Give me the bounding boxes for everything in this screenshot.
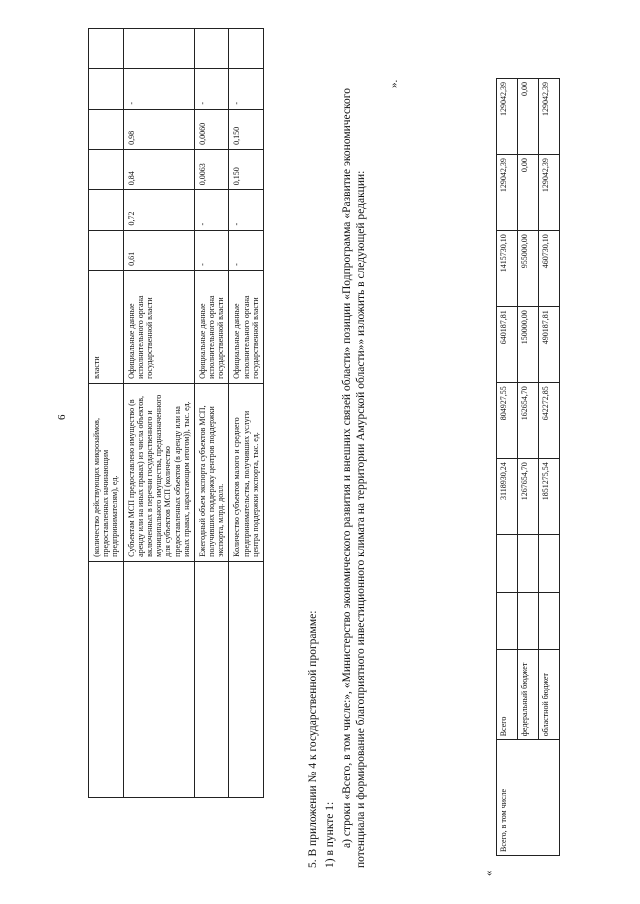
budget-value: 1851275,54 [539,459,560,535]
budget-value: 129042,39 [497,155,518,231]
indicator-value: - [194,230,229,270]
indicator-value [89,190,124,230]
indicator-value: - [229,190,264,230]
indicator-value: 0,0060 [194,109,229,149]
point-1-heading: 1) в пункте 1: [324,801,336,868]
empty-cell [497,592,518,649]
page-number: 6 [56,414,68,420]
budget-value: 640187,81 [497,307,518,383]
empty-cell [194,561,229,797]
indicator-value [89,69,124,109]
budget-value: 1415730,10 [497,231,518,307]
budget-category: федеральный бюджет [518,649,539,739]
indicator-source: Официальные данные исполнительного органа государственной власти [194,270,229,383]
indicator-value: - [194,190,229,230]
indicator-value [89,149,124,189]
budget-value: 642272,85 [539,383,560,459]
indicator-source: Официальные данные исполнительного органа государственной власти [229,270,264,383]
budget-row-label: Всего, в том числе [497,740,560,856]
indicator-value: 0,84 [123,149,194,189]
indicator-source: власти [89,270,124,383]
budget-value: 0,00 [518,79,539,155]
budget-value: 150000,00 [518,307,539,383]
indicator-value: 0,61 [123,230,194,270]
indicator-row [194,29,229,798]
indicator-row [229,29,264,798]
budget-value: 955000,00 [518,231,539,307]
budget-row [497,79,518,856]
indicator-value: - [229,69,264,109]
indicator-name: Субъектам МСП предоставлено имущество (в аренду или на иных правах) из числа объектов, включенных в перечни государственного и муниципального имущества, предназначенного для субъектов МСП (количество предоставленных объектов (в аренду или на иных правах, нарастающим итогом)), тыс. ед. [123,383,194,561]
indicator-value: 0,150 [229,109,264,149]
indicator-value [89,230,124,270]
section-5-heading: 5. В приложении № 4 к государственной программе: [307,610,319,868]
empty-cell [518,535,539,592]
closing-quote: ». [388,79,400,88]
indicator-value [89,109,124,149]
budget-value: 162654,70 [518,383,539,459]
budget-value: 1267654,70 [518,459,539,535]
budget-category: Всего [497,649,518,739]
indicator-value: 0,72 [123,190,194,230]
indicator-value: - [229,230,264,270]
budget-value: 129042,39 [539,79,560,155]
budget-value: 3118930,24 [497,459,518,535]
indicator-value: 0,98 [123,109,194,149]
empty-cell [229,561,264,797]
indicator-name: Количество субъектов малого и среднего предпринимательства, получивших услуги центра поддержки экспорта, тыс. ед. [229,383,264,561]
empty-cell [518,592,539,649]
indicator-row [89,29,124,798]
indicator-value [229,29,264,69]
opening-quote: « [483,870,495,876]
rotated-sheet [88,78,568,878]
budget-category: областной бюджет [539,649,560,739]
budget-value: 129042,39 [497,79,518,155]
indicators-table [88,28,264,798]
indicator-name: Ежегодный объем экспорта субъектов МСП, получивших поддержку центров поддержки экспорта, млрд. долл. [194,383,229,561]
indicator-value [194,29,229,69]
budget-value: 129042,39 [539,155,560,231]
budget-table [496,78,560,856]
empty-cell [89,561,124,797]
subpoint-a-text: а) строки «Всего, в том числе:», «Министерство экономического развития и внешних связей области» позиции «Подпрограмма «Развитие экономического потенциала и формирование благоприятного инвестиционного климата на территории Амурской области»» изложить в следующей редакции: [341,88,368,868]
indicator-row [123,29,194,798]
empty-cell [123,561,194,797]
indicator-value: - [123,69,194,109]
budget-value: 804927,55 [497,383,518,459]
budget-value: 460730,10 [539,231,560,307]
empty-cell [539,592,560,649]
budget-value: 0,00 [518,155,539,231]
indicator-value: 0,150 [229,149,264,189]
indicator-value [123,29,194,69]
empty-cell [497,535,518,592]
indicator-name: (количество действующих микрозаймов, предоставленных начинающим предпринимателям), ед. [89,383,124,561]
empty-cell [539,535,560,592]
budget-row [539,79,560,856]
indicator-value [89,29,124,69]
budget-value: 490187,81 [539,307,560,383]
indicator-value: 0,0063 [194,149,229,189]
indicator-value: - [194,69,229,109]
indicator-source: Официальные данные исполнительного органа государственной власти [123,270,194,383]
budget-row [518,79,539,856]
